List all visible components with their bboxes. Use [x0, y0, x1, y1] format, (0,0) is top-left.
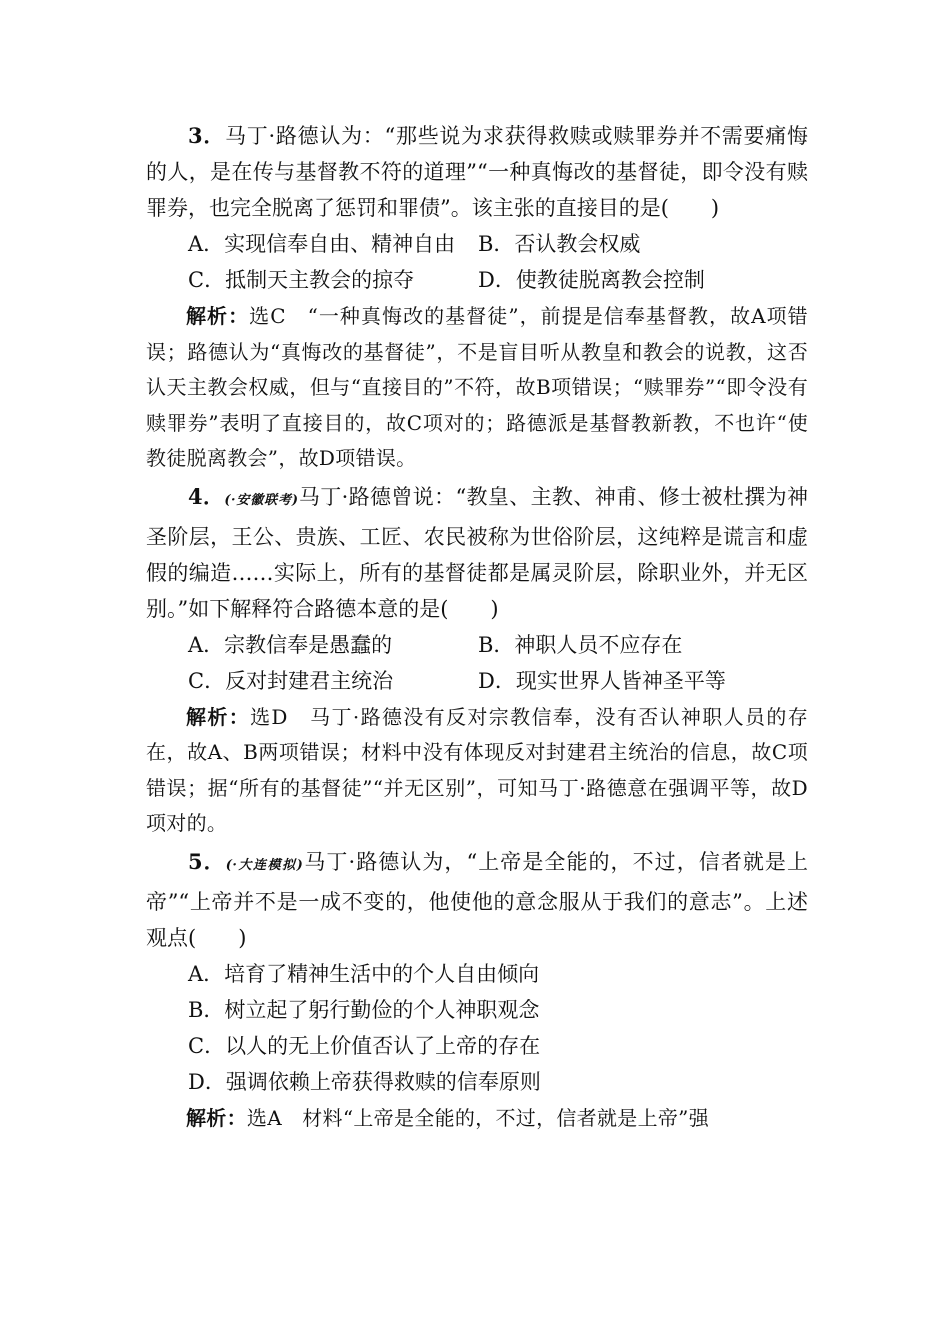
question-number: 5． — [188, 848, 226, 874]
option-d: D．使教徒脱离教会控制 — [478, 268, 705, 292]
option-d: D．强调依赖上帝获得救赎的信奉原则 — [188, 1069, 541, 1094]
option-b: B．树立起了躬行勤俭的个人神职观念 — [188, 997, 540, 1022]
document-page — [146, 118, 808, 1138]
option-row — [146, 226, 808, 262]
question-text: 马丁·路德认为，“上帝是全能的，不过，信者就是上帝”“上帝并不是一成不变的，他使他的意念服从于我们的意志”。上述观点( ) — [146, 849, 808, 950]
option-a: A．培育了精神生活中的个人自由倾向 — [188, 961, 540, 986]
option-c: C．抵制天主教会的掠夺 — [188, 268, 415, 292]
question-5 — [146, 844, 808, 1137]
question-number: 3． — [188, 123, 226, 148]
option-a: A．宗教信奉是愚蠢的 — [188, 632, 393, 657]
analysis — [146, 299, 808, 477]
question-3 — [146, 118, 808, 477]
option-c: C．反对封建君主统治 — [188, 668, 394, 693]
option-d: D．现实世界人皆神圣平等 — [478, 668, 726, 693]
analysis-label: 解析： — [186, 1105, 247, 1130]
question-text: 马丁·路德曾说：“教皇、主教、神甫、修士被杜撰为神圣阶层，王公、贵族、工匠、农民被称为世俗阶层，这纯粹是谎言和虚假的编造……实际上，所有的基督徒都是属灵阶层，除职业外，并无区别。”如下解释符合路德本意的是( ) — [146, 484, 808, 621]
option-row — [146, 627, 808, 663]
option-b: B．否认教会权威 — [478, 232, 641, 256]
question-source: (·安徽联考) — [224, 492, 299, 508]
analysis-label: 解析： — [186, 704, 251, 729]
question-stem — [146, 844, 808, 956]
option-row — [146, 663, 808, 699]
option-a: A．实现信奉自由、精神自由 — [188, 232, 456, 256]
analysis-text: 选D 马丁·路德没有反对宗教信奉，没有否认神职人员的存在，故A、B两项错误；材料中没有体现反对封建君主统治的信息，故C项错误；据“所有的基督徒”“并无区别”，可知马丁·路德意在强调平等，故D项对的。 — [146, 704, 808, 835]
question-stem — [146, 479, 808, 627]
question-4 — [146, 479, 808, 842]
analysis-text: 选C “一种真悔改的基督徒”，前提是信奉基督教，故A项错误；路德认为“真悔改的基督徒”，不是盲目听从教皇和教会的说教，这否认天主教会权威，但与“直接目的”不符，故B项错误；“赎罪券”“即令没有赎罪券”表明了直接目的，故C项对的；路德派是基督教新教，不也许“使教徒脱离教会”，故D项错误。 — [146, 304, 808, 470]
option-b: B．神职人员不应存在 — [478, 632, 683, 657]
analysis — [146, 1101, 808, 1137]
analysis-text: 选A 材料“上帝是全能的，不过，信者就是上帝”强 — [246, 1105, 709, 1130]
analysis — [146, 700, 808, 842]
question-stem — [146, 118, 808, 226]
question-number: 4． — [188, 483, 225, 509]
question-text: 马丁·路德认为：“那些说为求获得救赎或赎罪券并不需要痛悔的人，是在传与基督教不符的道理”“一种真悔改的基督徒，即令没有赎罪券，也完全脱离了惩罚和罪债”。该主张的直接目的是( ) — [146, 124, 808, 220]
question-source: (·大连模拟) — [225, 857, 304, 873]
option-c: C．以人的无上价值否认了上帝的存在 — [188, 1033, 541, 1058]
analysis-label: 解析： — [186, 304, 250, 328]
option-row — [146, 262, 808, 298]
